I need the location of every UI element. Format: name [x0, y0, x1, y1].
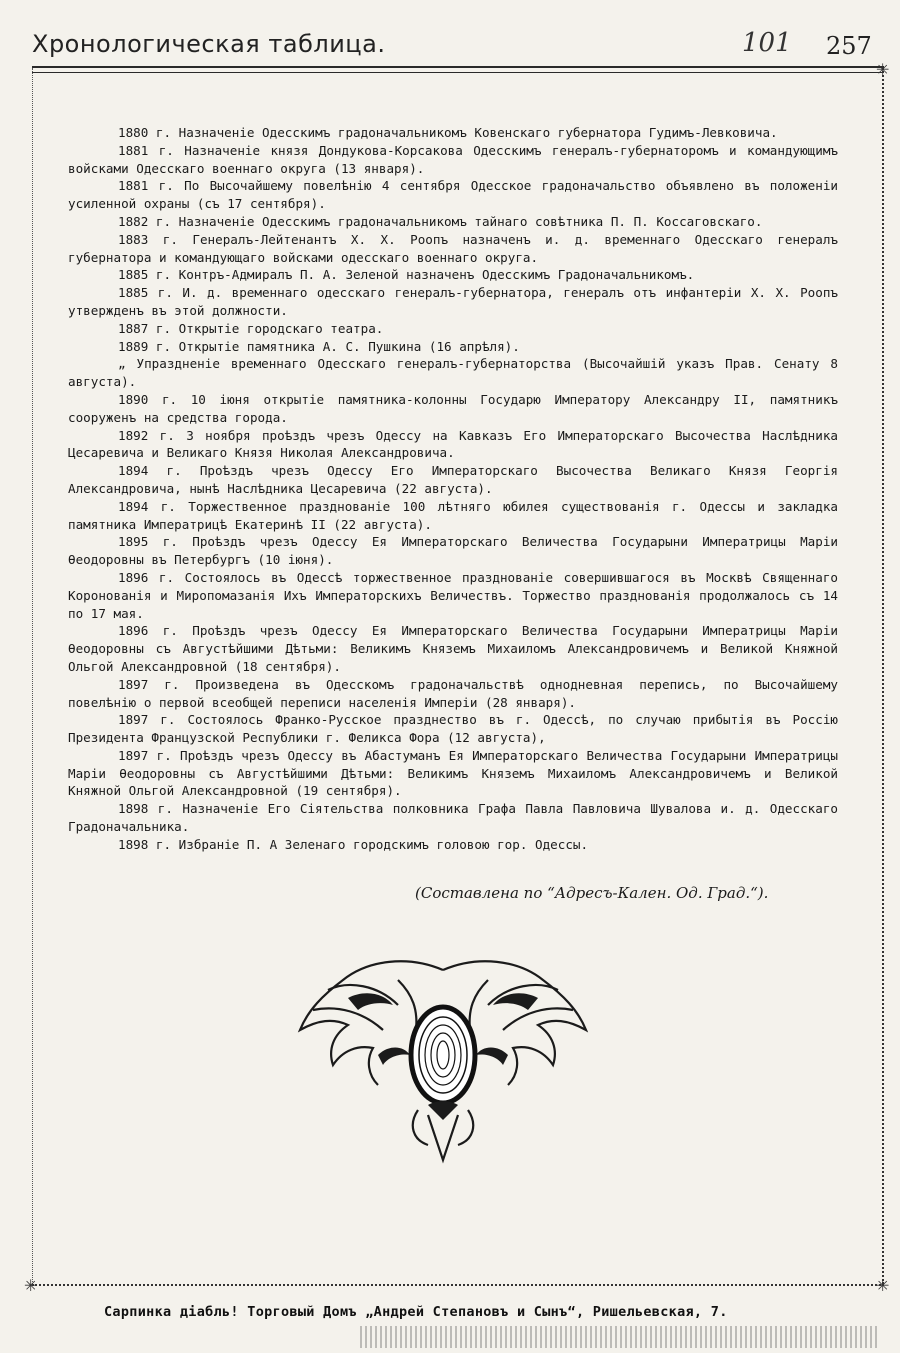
corner-star-icon: ✳: [876, 60, 890, 79]
chronology-entry: 1890 г. 10 іюня открытіе памятника-колонны Государю Императору Александру II, памятникъ сооруженъ на средства города.: [68, 391, 838, 425]
footer-advertisement: Сарпинка діабль! Торговый Домъ „Андрей Степановъ и Сынъ“, Ришельевская, 7.: [104, 1304, 728, 1320]
chronology-entry: 1882 г. Назначеніе Одесскимъ градоначальникомъ тайнаго совѣтника П. П. Коссаговскаго.: [118, 213, 763, 229]
chronology-entry: 1896 г. Состоялось въ Одессѣ торжественное празднованіе совершившагося въ Москвѣ Священнаго Коронованія и Миропомазанія Ихъ Императорскихъ Величествъ. Торжество празднованія продолжалось съ 14 по 17 мая.: [68, 569, 838, 621]
chronology-entry: 1881 г. По Высочайшему повелѣнію 4 сентября Одесское градоначальство объявлено въ положеніи усиленной охраны (съ 17 сентября).: [68, 178, 838, 212]
chronology-entry: 1887 г. Открытіе городскаго театра.: [118, 320, 384, 336]
chronology-entry: 1885 г. Контръ-Адмиралъ П. А. Зеленой назначенъ Одесскимъ Градоначальникомъ.: [118, 267, 695, 283]
chronology-entry: 1898 г. Избраніе П. А Зеленаго городскимъ головою гор. Одессы.: [118, 836, 589, 852]
chronology-entry: 1894 г. Торжественное празднованіе 100 лѣтняго юбилея существованія г. Одессы и закладка памятника Императрицѣ Екатеринѣ II (22 августа).: [68, 498, 838, 532]
chronology-entry: 1880 г. Назначеніе Одесскимъ градоначальникомъ Ковенскаго губернатора Гудимъ-Левковича.: [118, 125, 778, 140]
chronology-entry: 1881 г. Назначеніе князя Дондукова-Корсакова Одесскимъ генералъ-губернаторомъ и командующимъ войсками Одесскаго военнаго округа (13 января).: [68, 142, 838, 176]
source-note: (Составлена по “Адресъ-Кален. Од. Град.“).: [415, 884, 769, 902]
chronology-entry: „ Упраздненіе временнаго Одесскаго генералъ-губернаторства (Высочайшій указъ Прав. Сенату 8 августа).: [68, 356, 838, 390]
corner-star-icon: ✳: [24, 1276, 38, 1295]
chronology-entry: 1885 г. И. д. временнаго одесскаго генералъ-губернатора, генералъ отъ инфантеріи Х. Х. Роопъ утвержденъ въ этой должности.: [68, 285, 838, 318]
chronology-entry: 1889 г. Открытіе памятника А. С. Пушкина (16 апрѣля).: [118, 338, 520, 354]
running-title: Хронологическая таблица.: [32, 30, 386, 58]
chronology-entry: 1895 г. Проѣздъ чрезъ Одессу Ея Императорскаго Величества Государыни Императрицы Маріи Ѳеодоровны въ Петербургъ (10 іюня).: [68, 534, 838, 568]
chronology-entry: 1898 г. Назначеніе Его Сіятельства полковника Графа Павла Павловича Шувалова и. д. Одесскаго Градоначальника.: [68, 801, 838, 835]
header-rule: [32, 66, 884, 73]
footer-rule: [32, 1284, 884, 1289]
chronology-entry: 1897 г. Проѣздъ чрезъ Одессу въ Абастуманъ Ея Императорскаго Величества Государыни Императрицы Маріи Ѳеодоровны съ Августѣйшими Дѣтьми: Великимъ Княземъ Михаиломъ Александровичемъ и Великой Княжной Ольгой Александровной (19 сентября).: [68, 747, 838, 799]
page-number: 257: [826, 32, 872, 60]
left-frame-rule: [32, 68, 34, 1284]
print-smudge: [360, 1326, 880, 1348]
right-frame-rule: [882, 68, 885, 1284]
handwritten-folio-note: 101: [742, 28, 792, 58]
decorative-vignette-icon: [288, 950, 598, 1165]
corner-star-icon: ✳: [876, 1276, 890, 1295]
chronology-entry: 1892 г. 3 ноября проѣздъ чрезъ Одессу на Кавказъ Его Императорскаго Высочества Наслѣдника Цесаревича и Великаго Князя Николая Александровича.: [68, 427, 838, 461]
chronology-entry: 1883 г. Генералъ-Лейтенантъ Х. Х. Роопъ назначенъ и. д. временнаго Одесскаго генералъ губернатора и командующаго войсками одесскаго военнаго округа.: [68, 231, 838, 265]
chronology-entries: [68, 124, 838, 854]
chronology-entry: 1896 г. Проѣздъ чрезъ Одессу Ея Императорскаго Величества Государыни Императрицы Маріи Ѳеодоровны съ Августѣйшими Дѣтьми: Великимъ Княземъ Михаиломъ Александровичемъ и Великой Княжной Ольгой Александровной (18 сентября).: [68, 623, 838, 674]
chronology-entry: 1897 г. Состоялось Франко-Русское празднество въ г. Одессѣ, по случаю прибытія въ Россію Президента Французской Республики г. Феликса Фора (12 августа),: [68, 712, 838, 746]
chronology-entry: 1897 г. Произведена въ Одесскомъ градоначальствѣ однодневная перепись, по Высочайшему повелѣнію о первой всеобщей переписи населенія Имперіи (28 января).: [68, 676, 838, 710]
chronology-entry: 1894 г. Проѣздъ чрезъ Одессу Его Императорскаго Высочества Великаго Князя Георгія Александровича, нынѣ Наслѣдника Цесаревича (22 августа).: [68, 463, 838, 496]
